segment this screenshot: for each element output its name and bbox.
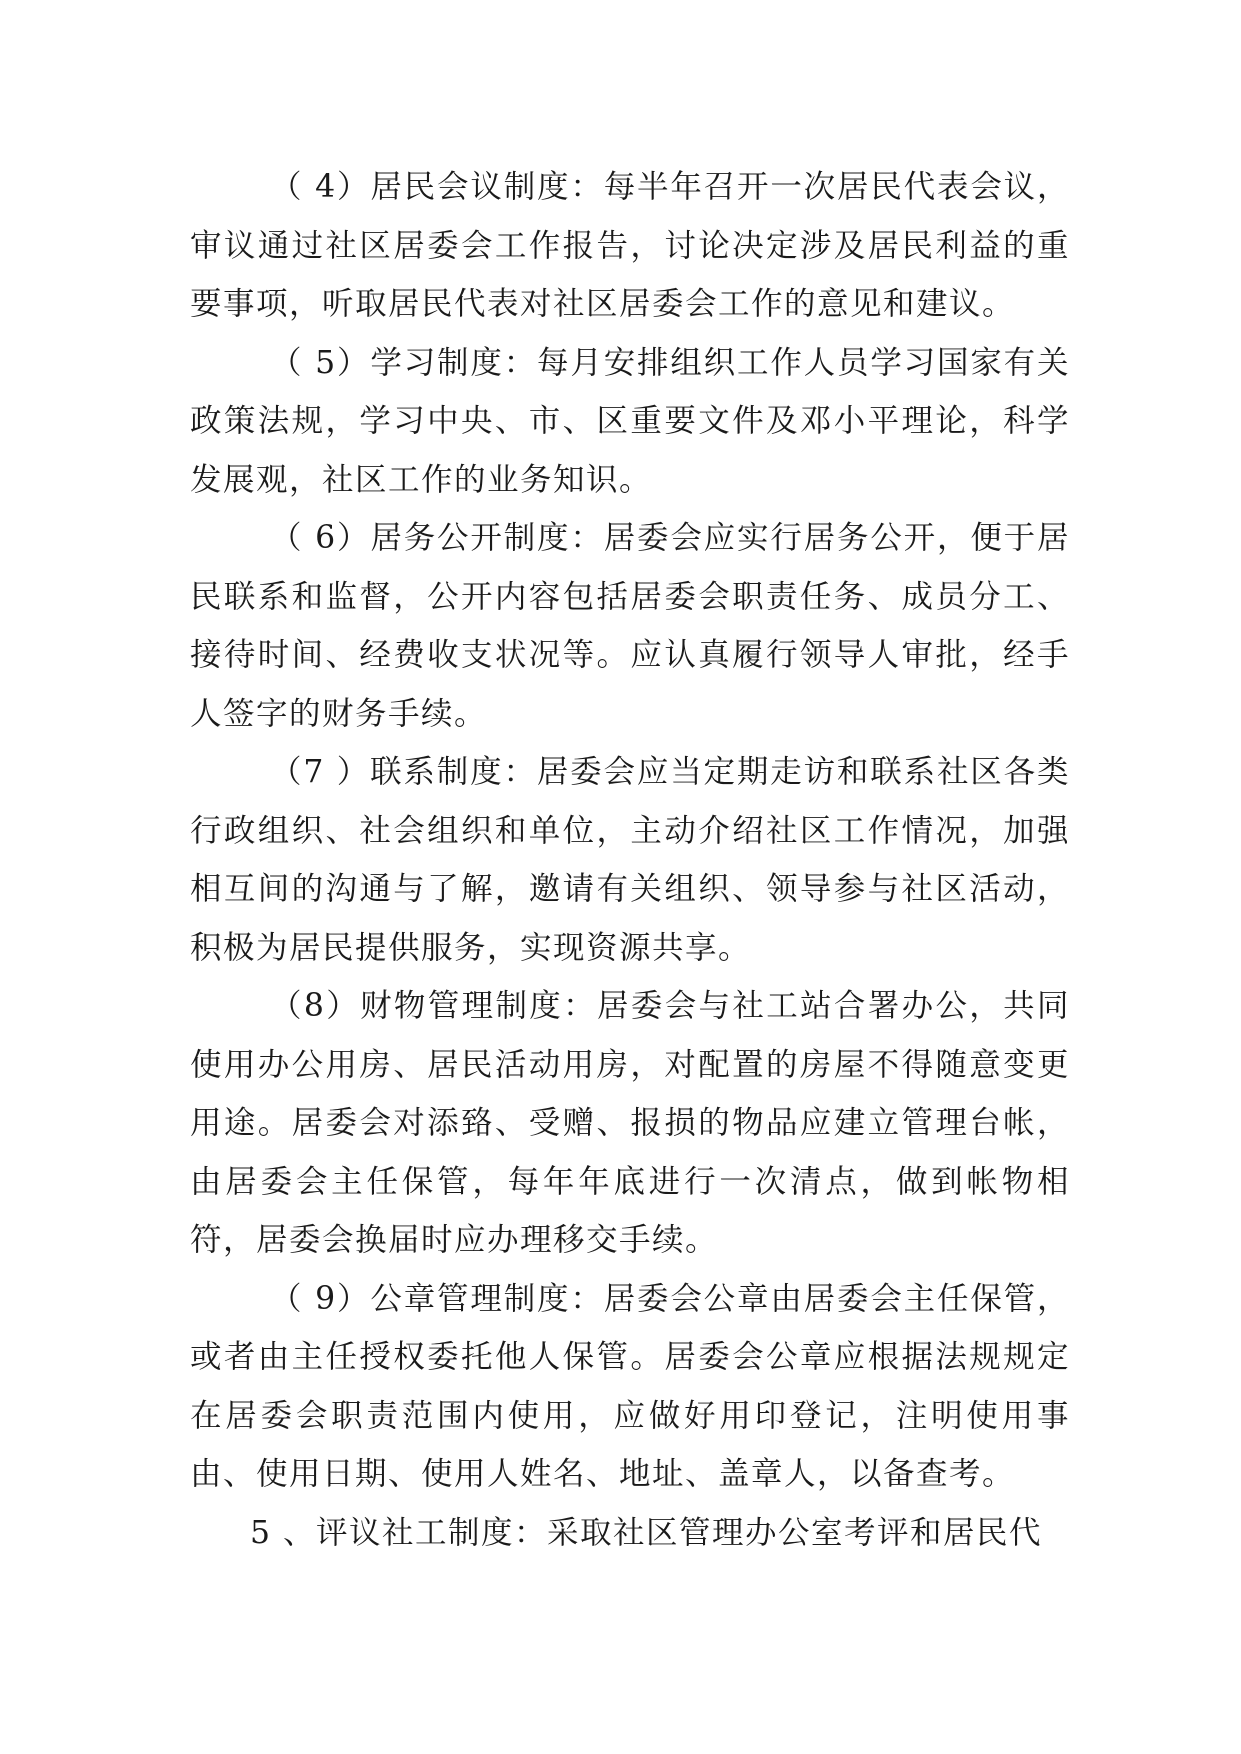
paragraph-property-management-system: （8）财物管理制度：居委会与社工站合署办公，共同使用办公用房、居民活动用房，对配置的房屋不得随意变更用途。居委会对添臵、受赠、报损的物品应建立管理台帐，由居委会主任保管，每年年底进行一次清点，做到帐物相符，居委会换届时应办理移交手续。 [190, 988, 1070, 1258]
paragraph-study-system: （ 5）学习制度：每月安排组织工作人员学习国家有关政策法规，学习中央、市、区重要文件及邓小平理论，科学发展观，社区工作的业务知识。 [190, 344, 1070, 498]
paragraph-social-worker-evaluation: 5 、评议社工制度：采取社区管理办公室考评和居民代 [250, 1514, 1043, 1551]
paragraph-residents-meeting-system: （ 4）居民会议制度：每半年召开一次居民代表会议，审议通过社区居委会工作报告，讨论决定涉及居民利益的重要事项，听取居民代表对社区居委会工作的意见和建议。 [190, 169, 1070, 322]
paragraph-affairs-disclosure-system: （ 6）居务公开制度：居委会应实行居务公开，便于居民联系和监督，公开内容包括居委会职责任务、成员分工、接待时间、经费收支状况等。应认真履行领导人审批，经手人签字的财务手续。 [190, 520, 1070, 732]
paragraph-liaison-system: （7 ）联系制度：居委会应当定期走访和联系社区各类行政组织、社会组织和单位，主动介绍社区工作情况，加强相互间的沟通与了解，邀请有关组织、领导参与社区活动，积极为居民提供服务，实现资源共享。 [190, 754, 1070, 966]
paragraph-seal-management-system: （ 9）公章管理制度：居委会公章由居委会主任保管，或者由主任授权委托他人保管。居委会公章应根据法规规定在居委会职责范围内使用，应做好用印登记，注明使用事由、使用日期、使用人姓名、地址、盖章人，以备查考。 [190, 1280, 1070, 1492]
document-body [190, 158, 1070, 1562]
